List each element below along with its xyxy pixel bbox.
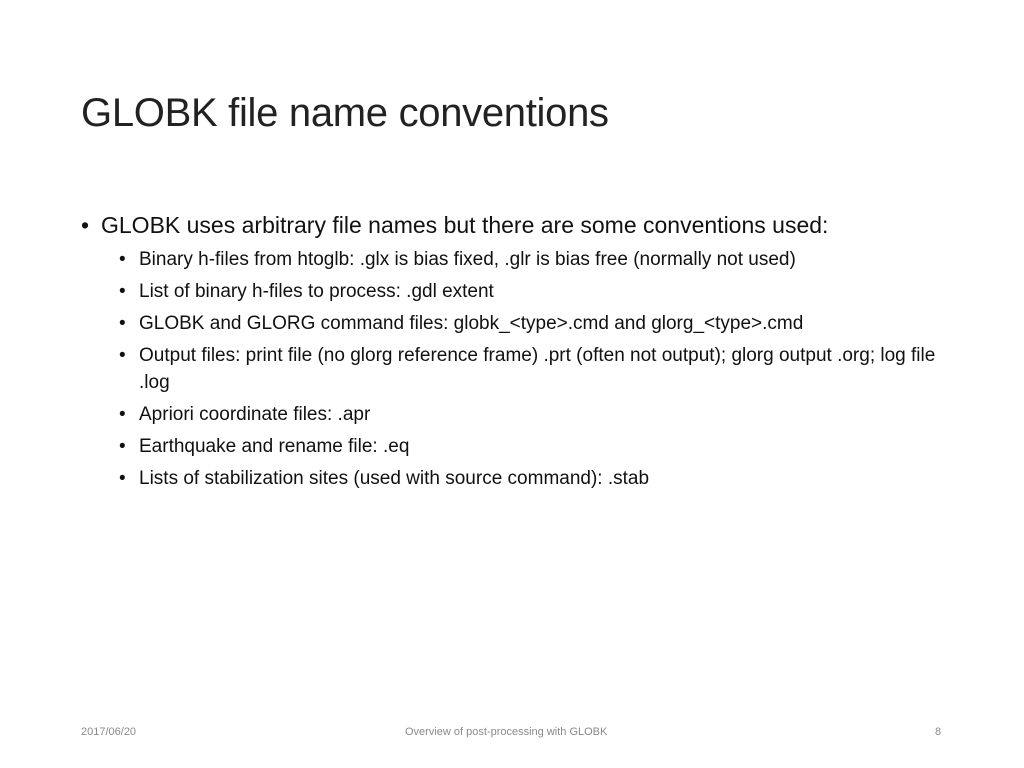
sub-bullet-text: GLOBK and GLORG command files: globk_<type>.cmd and glorg_<type>.cmd bbox=[139, 313, 804, 334]
list-item bbox=[119, 310, 951, 337]
sub-bullet-text: List of binary h-files to process: .gdl extent bbox=[139, 281, 494, 302]
bullet-list bbox=[81, 210, 951, 492]
list-item bbox=[119, 278, 951, 305]
bullet-icon: • bbox=[119, 281, 126, 302]
list-item bbox=[119, 433, 951, 460]
bullet-icon: • bbox=[119, 313, 126, 334]
page-number: 8 bbox=[935, 726, 942, 738]
slide-body bbox=[81, 210, 951, 497]
bullet-icon: • bbox=[81, 212, 90, 238]
main-bullet-text: GLOBK uses arbitrary file names but there are some conventions used: bbox=[101, 212, 829, 238]
sub-bullet-text: Output files: print file (no glorg reference frame) .prt (often not output); glorg output .org; log file .log bbox=[139, 345, 936, 393]
bullet-icon: • bbox=[119, 249, 126, 270]
sub-bullet-text: Binary h-files from htoglb: .glx is bias fixed, .glr is bias free (normally not used) bbox=[139, 249, 796, 270]
bullet-icon: • bbox=[119, 436, 126, 457]
sub-bullet-text: Earthquake and rename file: .eq bbox=[139, 436, 410, 457]
footer-date: 2017/06/20 bbox=[81, 726, 137, 738]
list-item bbox=[119, 465, 951, 492]
list-item bbox=[119, 401, 951, 428]
slide-title: GLOBK file name conventions bbox=[81, 91, 609, 135]
list-item bbox=[119, 342, 951, 396]
bullet-icon: • bbox=[119, 404, 126, 425]
list-item bbox=[119, 246, 951, 273]
list-item bbox=[81, 210, 951, 492]
sub-bullet-list bbox=[119, 246, 951, 492]
sub-bullet-text: Apriori coordinate files: .apr bbox=[139, 404, 371, 425]
bullet-icon: • bbox=[119, 468, 126, 489]
bullet-icon: • bbox=[119, 345, 126, 366]
sub-bullet-text: Lists of stabilization sites (used with source command): .stab bbox=[139, 468, 650, 489]
footer-title: Overview of post-processing with GLOBK bbox=[405, 726, 608, 738]
